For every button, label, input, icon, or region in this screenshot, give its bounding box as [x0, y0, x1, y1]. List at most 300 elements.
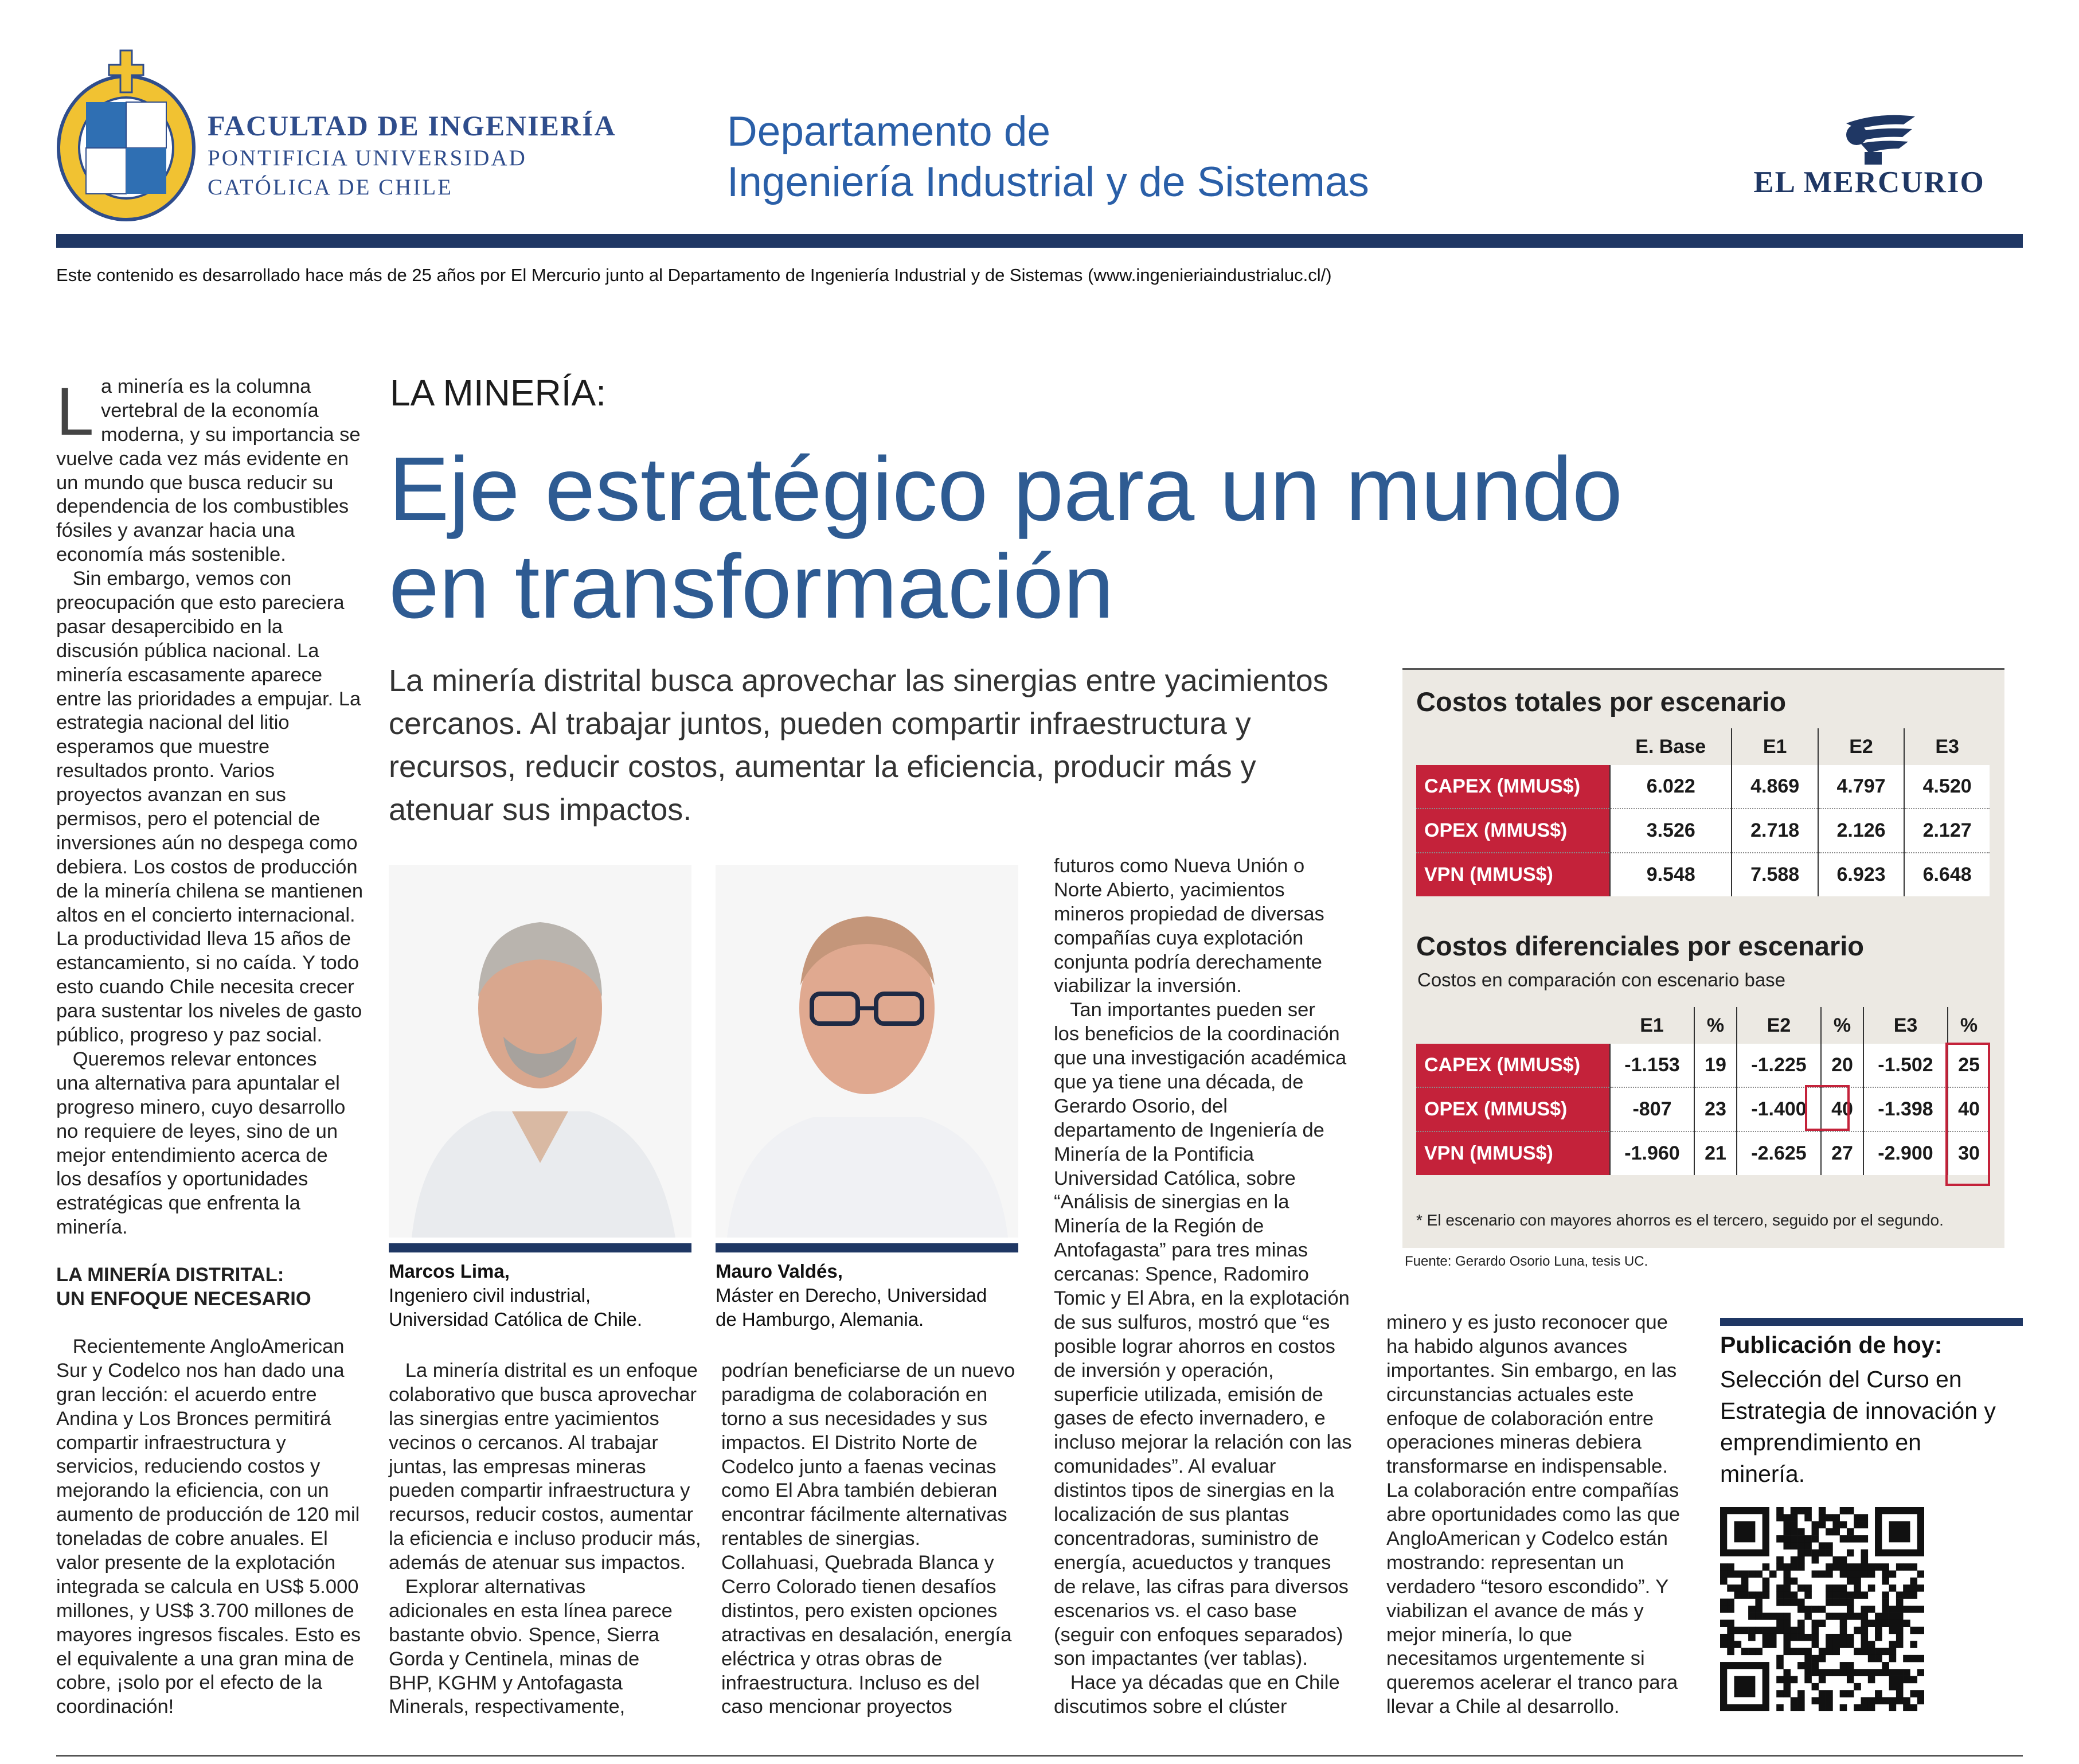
text-line: progreso minero, cuyo desarrollo [56, 1096, 346, 1118]
qr-code[interactable] [1720, 1507, 1924, 1711]
qr-module [1791, 1578, 1798, 1585]
text-line: mayores ingresos fiscales. Esto es [56, 1623, 361, 1646]
qr-module [1797, 1556, 1805, 1564]
qr-module [1910, 1578, 1917, 1585]
text-line: además de atenuar sus impactos. [389, 1552, 686, 1574]
qr-module [1812, 1619, 1819, 1627]
qr-module [1783, 1676, 1791, 1684]
author-role-line-1: Máster en Derecho, Universidad [716, 1285, 987, 1306]
text-line: Minerals, respectivamente, [389, 1696, 626, 1718]
qr-module [1840, 1662, 1847, 1669]
text-line: como El Abra también debieran [721, 1480, 998, 1502]
header-note: Este contenido es desarrollado hace más de 25 años por El Mercurio junto al Departamento de Ingeniería Industrial y de Sistemas (www.ingenieriaindustrialuc.cl/) [56, 265, 1332, 285]
qr-module [1763, 1641, 1770, 1648]
body-column-5 [1386, 1311, 1680, 1719]
body-column-3 [721, 1359, 1015, 1719]
total-costs-table [1416, 728, 1990, 896]
table-cell: 7.588 [1732, 853, 1818, 896]
qr-module [1791, 1542, 1798, 1550]
qr-module [1826, 1570, 1833, 1578]
text-line: compañías cuya explotación [1054, 927, 1304, 949]
headline-line-1: Eje estratégico para un mundo [389, 439, 1623, 540]
qr-module [1910, 1563, 1917, 1571]
qr-module [1826, 1690, 1833, 1697]
deck-line-2: cercanos. Al trabajar juntos, pueden compartir infraestructura y [389, 707, 1251, 741]
qr-module [1791, 1627, 1798, 1634]
column-header: % [1694, 1007, 1737, 1044]
table-cell: -2.625 [1737, 1131, 1821, 1175]
table-cell: -1.153 [1610, 1044, 1694, 1087]
row-label-unit: (MMUS$) [1496, 1054, 1581, 1076]
text-line: integrada se calcula en US$ 5.000 [56, 1575, 359, 1598]
qr-module [1875, 1619, 1882, 1627]
body-column-1-intro [56, 375, 363, 1240]
text-line: localización de sus plantas [1054, 1504, 1289, 1526]
qr-module [1854, 1578, 1861, 1585]
text-line: Explorar alternativas [389, 1576, 586, 1598]
qr-module [1741, 1627, 1749, 1634]
qr-module [1832, 1514, 1840, 1521]
qr-module [1847, 1507, 1854, 1515]
qr-module [1755, 1627, 1763, 1634]
qr-module [1861, 1613, 1869, 1620]
table-cell: 9.548 [1610, 853, 1732, 896]
text-line: operaciones mineras debiera [1386, 1431, 1642, 1454]
qr-finder-square [1734, 1676, 1756, 1697]
qr-module [1889, 1627, 1897, 1634]
text-line: adicionales en esta línea parece [389, 1599, 673, 1622]
text-line: mostrando: representan un [1386, 1551, 1624, 1574]
qr-module [1840, 1690, 1847, 1697]
text-line: debiera. Los costos de producción [56, 856, 358, 878]
text-line: BHP, KGHM y Antofagasta [389, 1672, 623, 1694]
table-cell: 20 [1821, 1044, 1863, 1087]
text-line: viabilizar la inversión. [1054, 975, 1242, 997]
text-line: aumento de producción de 120 mil [56, 1504, 360, 1526]
qr-module [1783, 1613, 1791, 1620]
text-line: juntas, las empresas mineras [389, 1455, 646, 1478]
qr-module [1804, 1507, 1812, 1515]
text-line: estratégicas que enfrenta la [56, 1192, 300, 1215]
qr-module [1819, 1521, 1826, 1529]
qr-module [1840, 1619, 1847, 1627]
qr-module [1917, 1655, 1924, 1662]
row-label-unit: (MMUS$) [1470, 864, 1553, 885]
qr-module [1861, 1634, 1869, 1641]
qr-module [1797, 1563, 1805, 1571]
qr-module [1769, 1627, 1777, 1634]
text-line: cobre, ¡solo por el efecto de la [56, 1672, 323, 1694]
qr-module [1748, 1648, 1756, 1656]
row-label-unit: (MMUS$) [1496, 775, 1581, 797]
qr-module [1903, 1669, 1910, 1676]
qr-module [1783, 1528, 1791, 1536]
qr-module [1797, 1704, 1805, 1711]
qr-module [1783, 1669, 1791, 1676]
qr-module [1832, 1641, 1840, 1648]
text-line: ha habido algunos avances [1386, 1335, 1628, 1357]
text-line: fósiles y avanzar hacia una [56, 520, 295, 542]
qr-module [1868, 1655, 1875, 1662]
column-header: % [1948, 1007, 1990, 1044]
text-line: circunstancias actuales este [1386, 1383, 1634, 1406]
text-line: preocupación que esto pareciera [56, 592, 345, 614]
qr-module [1889, 1570, 1897, 1578]
qr-module [1783, 1563, 1791, 1571]
qr-module [1741, 1578, 1749, 1585]
qr-module [1832, 1591, 1840, 1599]
text-line: toneladas de cobre anuales. El [56, 1528, 328, 1550]
qr-module [1832, 1556, 1840, 1564]
qr-module [1734, 1585, 1742, 1592]
publication-line: Estrategia de innovación y [1720, 1398, 1996, 1424]
qr-module [1840, 1570, 1847, 1578]
text-line: “Análisis de sinergias en la [1054, 1191, 1289, 1213]
qr-module [1854, 1683, 1861, 1691]
table-cell: 2.127 [1904, 809, 1990, 853]
table-cell: 30 [1958, 1142, 1980, 1164]
qr-module [1910, 1585, 1917, 1592]
qr-module [1875, 1634, 1882, 1641]
photo-caption-rule-2 [716, 1243, 1018, 1252]
total-costs-title: Costos totales por escenario [1416, 686, 1787, 717]
qr-module [1868, 1585, 1875, 1592]
qr-module [1889, 1669, 1897, 1676]
qr-module [1847, 1634, 1854, 1641]
qr-module [1861, 1641, 1869, 1648]
text-line: viabilizan el avance de más y [1386, 1599, 1644, 1622]
table-cell: -1.225 [1737, 1044, 1821, 1087]
qr-module [1896, 1683, 1904, 1691]
qr-module [1763, 1563, 1770, 1571]
table-cell: -1.502 [1863, 1044, 1948, 1087]
deck-line-4: atenuar sus impactos. [389, 793, 692, 827]
text-line: las sinergias entre yacimientos [389, 1407, 659, 1430]
text-line: discusión pública nacional. La [56, 639, 319, 662]
table-cell: 2.718 [1732, 809, 1818, 853]
qr-module [1783, 1514, 1791, 1521]
qr-module [1804, 1535, 1812, 1543]
qr-module [1783, 1627, 1791, 1634]
qr-module [1783, 1683, 1791, 1691]
qr-module [1720, 1606, 1728, 1613]
qr-module [1748, 1591, 1756, 1599]
qr-module [1840, 1507, 1847, 1515]
table-source: Fuente: Gerardo Osorio Luna, tesis UC. [1405, 1254, 1648, 1269]
qr-module [1769, 1634, 1777, 1641]
text-line: Hace ya décadas que en Chile [1054, 1672, 1340, 1694]
qr-module [1826, 1634, 1833, 1641]
newspaper-name: EL MERCURIO [1753, 166, 1985, 199]
qr-module [1910, 1641, 1917, 1648]
qr-module [1840, 1634, 1847, 1641]
table-row [1416, 1131, 1990, 1175]
qr-module [1826, 1591, 1833, 1599]
qr-module [1847, 1606, 1854, 1613]
text-line: la eficiencia e incluso producir más, [389, 1528, 701, 1550]
table-row [1416, 765, 1990, 809]
article-kicker: LA MINERÍA: [390, 372, 606, 413]
qr-module [1791, 1648, 1798, 1656]
text-line: distintos, pero existen opciones [721, 1599, 998, 1622]
text-line: minero y es justo reconocer que [1386, 1312, 1668, 1333]
qr-module [1783, 1585, 1791, 1592]
qr-module [1910, 1655, 1917, 1662]
text-line: esto cuando Chile necesita crecer [56, 976, 354, 998]
table-cell: 6.022 [1610, 765, 1732, 809]
qr-module [1819, 1570, 1826, 1578]
qr-module [1889, 1655, 1897, 1662]
row-label-name: OPEX [1424, 1098, 1479, 1120]
qr-module [1804, 1676, 1812, 1684]
qr-module [1812, 1641, 1819, 1648]
text-line: necesitamos urgentemente si [1386, 1648, 1645, 1670]
qr-module [1727, 1599, 1734, 1606]
text-line: de inversión y operación, [1054, 1359, 1274, 1381]
text-line: Minería de la Pontificia [1054, 1143, 1255, 1165]
author-photo-marcos-lima [389, 865, 691, 1238]
qr-module [1861, 1514, 1869, 1521]
headline-line-2: en transformación [389, 536, 1114, 637]
qr-module [1804, 1655, 1812, 1662]
qr-module [1734, 1641, 1742, 1648]
qr-module [1797, 1550, 1805, 1557]
qr-module [1755, 1613, 1763, 1620]
qr-module [1875, 1697, 1882, 1704]
author-name: Mauro Valdés, [716, 1260, 843, 1282]
text-line: superficie utilizada, emisión de [1054, 1383, 1323, 1406]
publication-line: Selección del Curso en [1720, 1366, 1962, 1392]
table-cell: 6.923 [1818, 853, 1904, 896]
qr-module [1804, 1550, 1812, 1557]
qr-module [1910, 1627, 1917, 1634]
text-line: Tomic y El Abra, en la explotación [1054, 1287, 1350, 1310]
text-line: economía más sostenible. [56, 544, 286, 566]
text-line: impactos. El Distrito Norte de [721, 1431, 978, 1454]
qr-module [1861, 1697, 1869, 1704]
qr-module [1840, 1613, 1847, 1620]
column-header: E1 [1610, 1007, 1694, 1044]
table-row [1416, 1044, 1990, 1087]
qr-module [1791, 1599, 1798, 1606]
qr-module [1755, 1606, 1763, 1613]
qr-module [1797, 1542, 1805, 1550]
qr-module [1861, 1535, 1869, 1543]
qr-module [1826, 1550, 1833, 1557]
differential-costs-subtitle: Costos en comparación con escenario base [1417, 969, 1786, 990]
qr-module [1791, 1591, 1798, 1599]
qr-module [1720, 1599, 1728, 1606]
qr-module [1797, 1599, 1805, 1606]
qr-module [1776, 1507, 1784, 1515]
author-role-line-2: Universidad Católica de Chile. [389, 1309, 643, 1330]
text-line: mineros propiedad de diversas [1054, 903, 1324, 925]
body-column-4 [1054, 854, 1352, 1719]
qr-module [1917, 1585, 1924, 1592]
qr-module [1720, 1634, 1728, 1641]
text-line: torno a sus necesidades y sus [721, 1407, 988, 1430]
text-line: mejor entendimiento acerca de [56, 1144, 328, 1166]
qr-module [1854, 1514, 1861, 1521]
text-line: resultados pronto. Varios [56, 760, 275, 782]
qr-module [1847, 1528, 1854, 1536]
department-title-line-1: Departamento de [727, 108, 1051, 155]
text-line: gran lección: el acuerdo entre [56, 1383, 317, 1406]
qr-module [1812, 1669, 1819, 1676]
table-note: * El escenario con mayores ahorros es el tercero, seguido por el segundo. [1416, 1211, 1944, 1229]
article-headline [389, 440, 1623, 635]
text-line: Tan importantes pueden ser [1054, 999, 1315, 1021]
text-line: mejor minería, lo que [1386, 1623, 1573, 1646]
text-line: cercanas: Spence, Radomiro [1054, 1263, 1309, 1286]
text-line: compartir infraestructura y [56, 1431, 286, 1454]
qr-module [1854, 1570, 1861, 1578]
table-cell: 4.797 [1818, 765, 1904, 809]
qr-module [1840, 1563, 1847, 1571]
text-line: dependencia de los combustibles [56, 495, 349, 518]
text-line: departamento de Ingeniería de [1054, 1119, 1324, 1141]
text-line: proyectos avanzan en sus [56, 784, 286, 806]
qr-module [1910, 1606, 1917, 1613]
text-line: transformarse en indispensable. [1386, 1455, 1668, 1478]
text-line: Minería de la Región de [1054, 1215, 1264, 1238]
qr-module [1854, 1563, 1861, 1571]
qr-module [1720, 1641, 1728, 1648]
qr-module [1847, 1535, 1854, 1543]
table-cell: -1.400 [1737, 1087, 1821, 1131]
qr-module [1783, 1619, 1791, 1627]
qr-module [1840, 1704, 1847, 1711]
qr-module [1763, 1627, 1770, 1634]
qr-module [1797, 1619, 1805, 1627]
text-line: concentradoras, suministro de [1054, 1527, 1319, 1550]
qr-module [1812, 1528, 1819, 1536]
qr-module [1832, 1634, 1840, 1641]
qr-module [1748, 1634, 1756, 1641]
table-cell: 27 [1821, 1131, 1863, 1175]
text-line: conjunta podría derechamente [1054, 951, 1322, 973]
qr-module [1819, 1606, 1826, 1613]
row-label-unit: (MMUS$) [1483, 1098, 1568, 1120]
qr-module [1847, 1591, 1854, 1599]
qr-module [1819, 1619, 1826, 1627]
qr-module [1826, 1648, 1833, 1656]
text-line: llevar a Chile al desarrollo. [1386, 1696, 1620, 1718]
body-column-1-continued [56, 1335, 361, 1719]
publication-line: minería. [1720, 1461, 1806, 1487]
qr-module [1763, 1591, 1770, 1599]
qr-module [1741, 1570, 1749, 1578]
qr-module [1727, 1634, 1734, 1641]
qr-module [1783, 1599, 1791, 1606]
text-line: posible lograr ahorros en costos [1054, 1335, 1335, 1357]
row-label [1416, 1131, 1610, 1175]
qr-module [1910, 1591, 1917, 1599]
qr-module [1875, 1613, 1882, 1620]
faculty-title: FACULTAD DE INGENIERÍA [208, 110, 616, 142]
text-line: Universidad Católica, sobre [1054, 1167, 1296, 1189]
qr-module [1826, 1613, 1833, 1620]
qr-module [1819, 1669, 1826, 1676]
text-line: a minería es la columna [101, 376, 311, 397]
qr-module [1840, 1521, 1847, 1529]
qr-module [1826, 1669, 1833, 1676]
qr-module [1847, 1599, 1854, 1606]
text-line: comunidades”. Al evaluar [1054, 1455, 1276, 1478]
qr-module [1903, 1655, 1910, 1662]
publication-title: Publicación de hoy: [1720, 1332, 1943, 1358]
qr-module [1748, 1570, 1756, 1578]
qr-module [1896, 1669, 1904, 1676]
text-line: pueden compartir infraestructura y [389, 1480, 690, 1502]
column-header: E3 [1904, 728, 1990, 765]
qr-module [1826, 1599, 1833, 1606]
text-line: bastante obvio. Spence, Sierra [389, 1623, 659, 1646]
qr-module [1868, 1704, 1875, 1711]
highlight-box-e3-percent [1945, 1043, 1990, 1186]
qr-module [1804, 1613, 1812, 1620]
drop-cap: L [56, 374, 94, 450]
text-line: pasar desapercibido en la [56, 615, 283, 638]
qr-module [1854, 1591, 1861, 1599]
qr-module [1741, 1585, 1749, 1592]
qr-module [1776, 1563, 1784, 1571]
qr-module [1783, 1570, 1791, 1578]
qr-module [1720, 1619, 1728, 1627]
text-line: Antofagasta” para tres minas [1054, 1239, 1308, 1262]
text-line: abre oportunidades como las que [1386, 1504, 1681, 1526]
text-line: para sustentar los niveles de gasto [56, 1000, 362, 1023]
qr-module [1727, 1585, 1734, 1592]
qr-module [1791, 1563, 1798, 1571]
text-line: Queremos relevar entonces [56, 1048, 317, 1070]
row-label-unit: (MMUS$) [1470, 1142, 1553, 1164]
qr-module [1734, 1627, 1742, 1634]
table-cell: 6.648 [1922, 864, 1972, 885]
row-label [1416, 809, 1610, 853]
qr-module [1896, 1697, 1904, 1704]
qr-module [1875, 1690, 1882, 1697]
qr-module [1819, 1676, 1826, 1684]
qr-module [1776, 1613, 1784, 1620]
text-line: esperamos que muestre [56, 736, 270, 758]
table-corner [1416, 728, 1610, 765]
qr-module [1910, 1676, 1917, 1684]
qr-module [1812, 1634, 1819, 1641]
qr-module [1804, 1542, 1812, 1550]
qr-module [1826, 1542, 1833, 1550]
text-line: de la minería chilena se mantienen [56, 880, 364, 902]
qr-module [1791, 1521, 1798, 1529]
department-title-line-2: Ingeniería Industrial y de Sistemas [727, 159, 1369, 205]
highlight-box-e2-opex [1805, 1085, 1850, 1131]
qr-module [1812, 1627, 1819, 1634]
text-line: los desafíos y oportunidades [56, 1168, 308, 1191]
qr-module [1896, 1599, 1904, 1606]
row-label-unit: (MMUS$) [1483, 819, 1568, 841]
qr-module [1903, 1563, 1910, 1571]
qr-module [1847, 1676, 1854, 1684]
qr-module [1882, 1599, 1889, 1606]
qr-module [1847, 1563, 1854, 1571]
qr-module [1776, 1599, 1784, 1606]
qr-module [1854, 1704, 1861, 1711]
table-cell: 3.526 [1610, 809, 1732, 853]
qr-finder-square [1734, 1521, 1756, 1543]
text-line: (seguir con enfoques separados) [1054, 1623, 1343, 1646]
qr-module [1840, 1627, 1847, 1634]
differential-costs-title: Costos diferenciales por escenario [1416, 931, 1865, 961]
